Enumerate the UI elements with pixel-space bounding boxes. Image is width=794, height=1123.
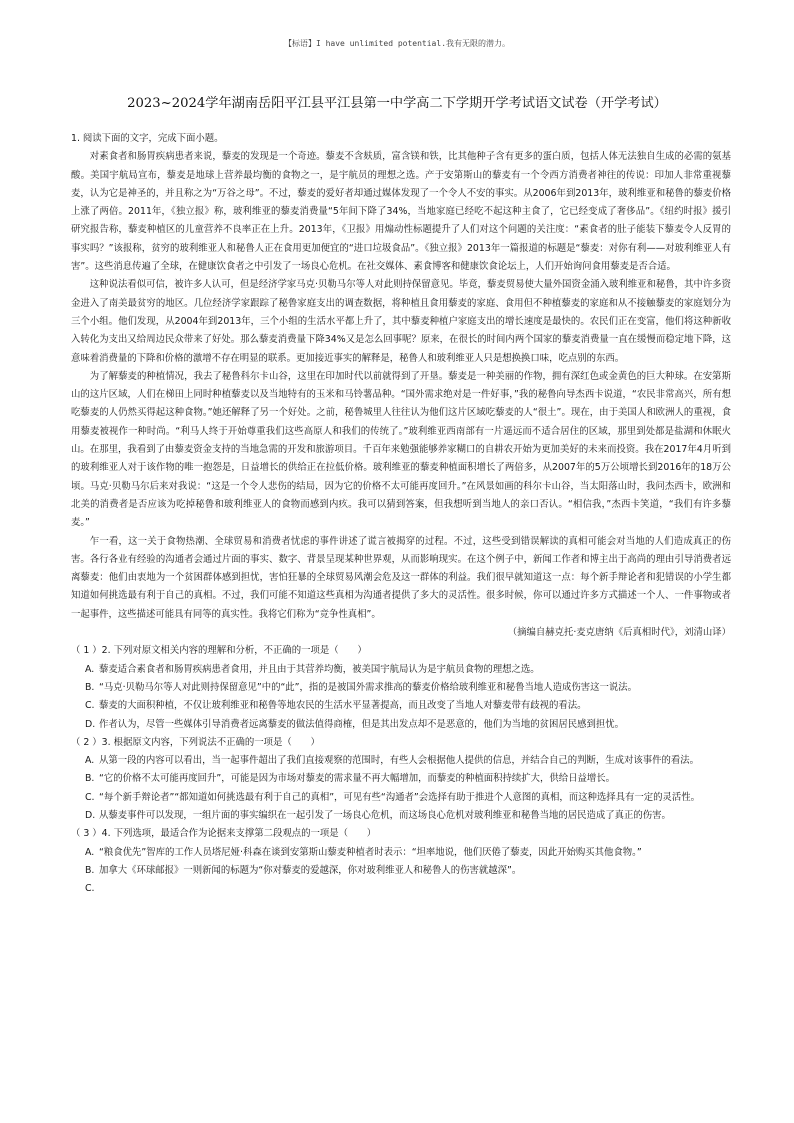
option-b[interactable]: [71, 679, 731, 697]
option-key: C.: [85, 883, 95, 895]
option-key: D.: [85, 809, 96, 821]
option-d[interactable]: [71, 807, 731, 825]
option-text: 从藜麦事件可以发现，一组片面的事实编织在一起引发了一场良心危机，而这场良心危机对玻利维亚和秘鲁当地的居民造成了真正的伤害。: [99, 809, 671, 821]
option-text: “每个新手辩论者”“都知道如何挑选最有利于自己的真相”，可见有些“沟通者”会选择有助于推进个人意图的真相，而这种选择具有一定的灵活性。: [99, 791, 701, 803]
passage-paragraph-4: 乍一看，这一关于食物热潮、全球贸易和消费者忧虑的事件讲述了谎言被揭穿的过程。不过，这些受到错误解读的真相可能会对当地的人们造成真正的伤害。各行各业有经验的沟通者会通过片面的事实、数字、背景呈现某种世界观，从而影响现实。在这个例子中，新闻工作者和博主出于高尚的理由引导消费者远离藜麦：他们由衷地为一个贫困群体感到担忧，害怕狂暴的全球贸易风潮会危及这一群体的利益。我们很早就知道这一点：每个新手辩论者和犯错误的小学生都知道如何挑选最有利于自己的真相。不过，我们可能不知道这些真相为沟通者提供了多大的灵活性。很多时候，你可以通过许多方式描述一个人、一件事物或者一起事件，这些描述可能具有同等的真实性。我将它们称为“竞争性真相”。: [71, 535, 731, 620]
exam-title: 2023~2024学年湖南岳阳平江县平江县第一中学高二下学期开学考试语文试卷（开学考试）: [127, 96, 667, 111]
option-key: D.: [85, 718, 96, 730]
option-key: C.: [85, 791, 95, 803]
option-a[interactable]: [71, 752, 731, 770]
option-key: A.: [85, 755, 95, 767]
option-c[interactable]: [71, 789, 731, 807]
option-a[interactable]: [71, 844, 731, 862]
question-body: [71, 130, 731, 898]
option-c[interactable]: [71, 697, 731, 715]
subquestion-2: [71, 734, 731, 825]
subquestion-stem: （ 1 ）2. 下列对原文相关内容的理解和分析，不正确的一项是（ ）: [71, 645, 367, 657]
option-text: 作者认为，尽管一些媒体引导消费者远离藜麦的做法值得商榷，但是其出发点却不是恶意的，他们为当地的贫困居民感到担忧。: [99, 718, 625, 730]
option-a[interactable]: [71, 661, 731, 679]
question-heading: 1. 阅读下面的文字，完成下面小题。: [71, 133, 224, 144]
subquestion-stem: （ 3 ）4. 下列选项，最适合作为论据来支撑第二段观点的一项是（ ）: [71, 828, 377, 840]
option-text: “粮食优先”智库的工作人员塔尼娅·科森在谈到安第斯山藜麦种植者时表示：“坦率地说，他们厌倦了藜麦，因此开始购买其他食物。”: [99, 846, 642, 858]
passage-paragraph-1: 对素食者和肠胃疾病患者来说，藜麦的发现是一个奇迹。藜麦不含麸质，富含镁和铁，比其他种子含有更多的蛋白质，包括人体无法独自生成的必需的氨基酸。美国宇航局宣布，藜麦是地球上营养最均衡的食物之一，是宇航员的理想之选。产于安第斯山的藜麦有一个令西方消费者神往的传说：印加人非常重视藜麦，认为它是神圣的，并且称之为“万谷之母”。不过，藜麦的爱好者却通过媒体发现了一个令人不安的事实。从2006年到2013年，玻利维亚和秘鲁的藜麦价格上涨了两倍。2011年，《独立报》称，玻利维亚的藜麦消费量“5年间下降了34%，当地家庭已经吃不起这种主食了，它已经变成了奢侈品”。《纽约时报》援引研究报告称，藜麦种植区的儿童营养不良率正在上升。2013年，《卫报》用煽动性标题提升了人们对这个问题的关注度：“素食者的肚子能装下藜麦令人反胃的事实吗？”该报称，贫穷的玻利维亚人和秘鲁人正在食用更加便宜的“进口垃圾食品”。《独立报》2013年一篇报道的标题是“藜麦：对你有利——对玻利维亚人有害”。这些消息传遍了全球，在健康饮食者之中引发了一场良心危机。在社交媒体、素食博客和健康饮食论坛上，人们开始询问食用藜麦是否合适。: [71, 151, 731, 273]
option-c[interactable]: [71, 880, 731, 898]
option-b[interactable]: [71, 862, 731, 880]
option-text: “马克·贝勒马尔等人对此则持保留意见”中的“此”，指的是被国外需求推高的藜麦价格给玻利维亚和秘鲁当地人造成伤害这一说法。: [99, 681, 638, 693]
option-key: C.: [85, 700, 95, 712]
option-b[interactable]: [71, 770, 731, 788]
option-key: B.: [85, 864, 95, 876]
option-text: “它的价格不太可能再度回升”，可能是因为市场对藜麦的需求量不再大幅增加，而藜麦的种植面积持续扩大，供给日益增长。: [99, 773, 615, 785]
subquestion-stem: （ 2 ）3. 根据原文内容，下列说法不正确的一项是（ ）: [71, 736, 320, 748]
header-motto: 【标语】I have unlimited potential.我有无限的潜力。: [283, 39, 511, 48]
subquestion-3: [71, 825, 731, 898]
passage-paragraph-2: 这种说法看似可信，被许多人认可，但是经济学家马克·贝勒马尔等人对此则持保留意见。毕竟，藜麦贸易使大量外国资金涌入玻利维亚和秘鲁，其中许多资金进入了南美最贫穷的地区。几位经济学家跟踪了秘鲁家庭支出的调查数据，将种植且食用藜麦的家庭、食用但不种植藜麦的家庭和从不接触藜麦的家庭划分为三个小组。他们发现，从2004年到2013年，三个小组的生活水平都上升了，其中藜麦种植户家庭支出的增长速度是最快的。农民们正在变富，他们将这种新收入转化为支出又给周边民众带来了好处。那么藜麦消费量下降34%又是怎么回事呢？原来，在很长的时间内两个国家的藜麦消费量一直在缓慢而稳定地下降，这意味着消费量的下降和价格的激增不存在明显的联系。更加接近事实的解释是，秘鲁人和玻利维亚人只是想换换口味，吃点别的东西。: [71, 279, 731, 364]
subquestion-1: [71, 642, 731, 733]
option-text: 藜麦适合素食者和肠胃疾病患者食用，并且由于其营养均衡，被美国宇航局认为是宇航员食物的理想之选。: [99, 663, 540, 675]
option-d[interactable]: [71, 716, 731, 734]
passage-paragraph-3: 为了解藜麦的种植情况，我去了秘鲁科尔卡山谷，这里在印加时代以前就得到了开垦。藜麦是一种美丽的作物，拥有深红色或金黄色的巨大种球。在安第斯山的这片区域，人们在梯田上同时种植藜麦以及当地特有的玉米和马铃薯品种。“国外需求绝对是一件好事，”我的秘鲁向导杰西卡说道，“农民非常高兴，所有想吃藜麦的人仍然买得起这种食物。”她还解释了另一个好处。之前，秘鲁城里人往往认为他们这片区域吃藜麦的人“很土”。现在，由于美国人和欧洲人的重视，食用藜麦被视作一种时尚。“利马人终于开始尊重我们这些高原人和我们的传统了。”玻利维亚西南部有一片遥远而不适合居住的区域，那里到处都是盐湖和休眠火山。在那里，我看到了由藜麦资金支持的当地急需的开发和旅游项目。千百年来勉强能够养家糊口的自耕农开始为更加美好的未来而投资。我在2017年4月听到的玻利维亚人对于该作物的唯一抱怨是，日益增长的供给正在拉低价格。玻利维亚的藜麦种植面积增长了两倍多，从2007年的5万公顷增长到2016年的18万公顷。马克·贝勒马尔后来对我说：“这是一个令人悲伤的结局，因为它的价格不太可能再度回升。”在风景如画的科尔卡山谷，当太阳落山时，我问杰西卡，欧洲和北美的消费者是否应该为吃掉秘鲁和玻利维亚人的食物而感到内疚。我可以猜到答案，但我想听到当地人的亲口否认。“相信我，”杰西卡笑道，“我们有许多藜麦。”: [71, 370, 731, 529]
option-text: 加拿大《环球邮报》一则新闻的标题为“你对藜麦的爱越深，你对玻利维亚人和秘鲁人的伤害就越深”。: [99, 864, 522, 876]
option-text: 藜麦的大面积种植，不仅让玻利维亚和秘鲁等地农民的生活水平显著提高，而且改变了当地人对藜麦带有歧视的看法。: [99, 700, 587, 712]
passage-source: （摘编自赫克托·麦克唐纳《后真相时代》，刘清山译）: [507, 627, 731, 639]
option-key: A.: [85, 846, 95, 858]
option-key: B.: [85, 681, 95, 693]
option-key: B.: [85, 773, 95, 785]
option-key: A.: [85, 663, 95, 675]
option-text: 从第一段的内容可以看出，当一起事件超出了我们直接观察的范围时，有些人会根据他人提供的信息，并结合自己的判断，生成对该事件的看法。: [99, 755, 700, 767]
